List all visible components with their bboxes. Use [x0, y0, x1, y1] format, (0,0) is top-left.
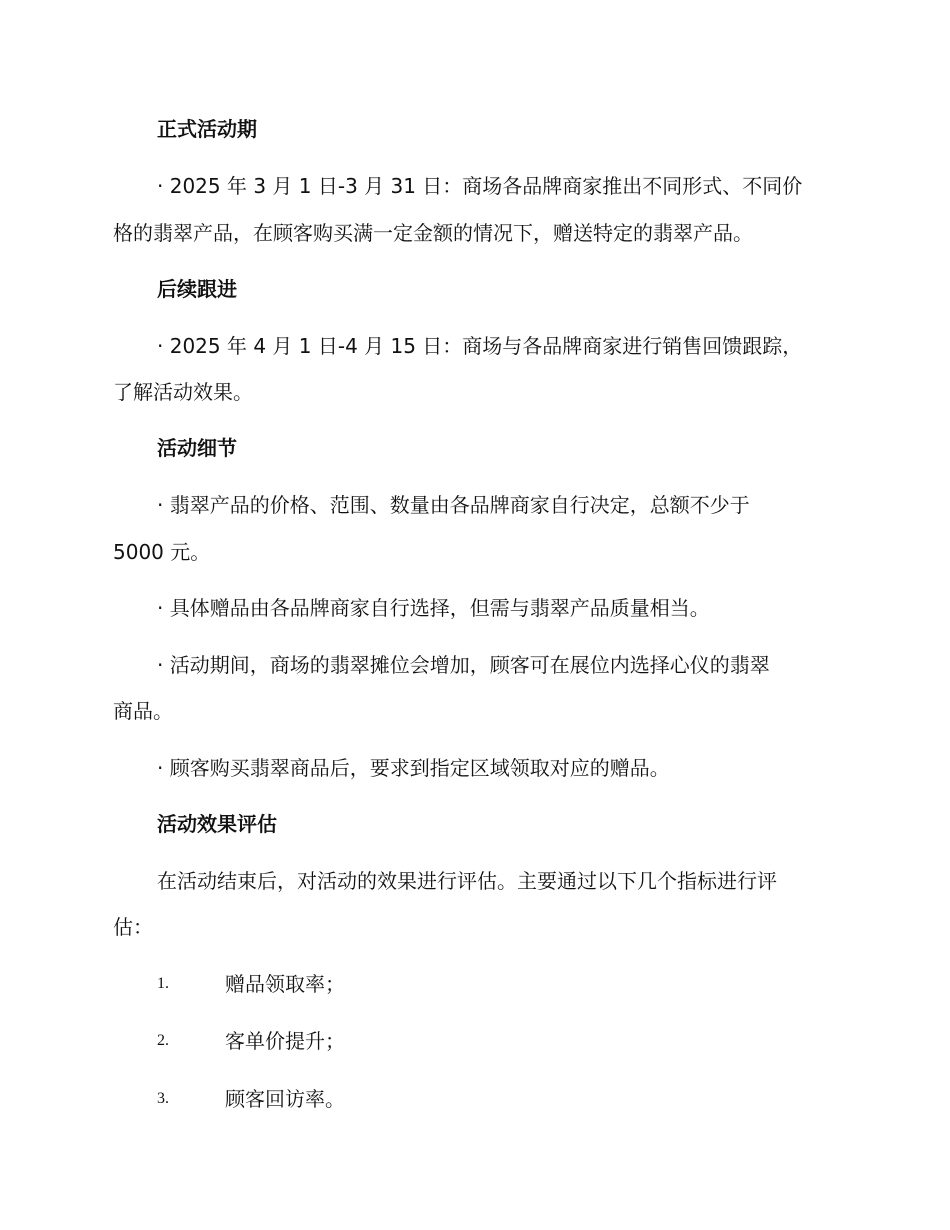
paragraph-line: 格的翡翠产品，在顾客购买满一定金额的情况下，赠送特定的翡翠产品。 [113, 221, 753, 245]
list-item-number: 1. [157, 975, 169, 992]
paragraph-line: 商品。 [113, 699, 173, 723]
list-item: 客单价提升； [225, 1029, 345, 1053]
section-heading-details: 活动细节 [157, 436, 237, 460]
paragraph-line: 在活动结束后，对活动的效果进行评估。主要通过以下几个指标进行评 [157, 869, 777, 893]
paragraph-line: · 2025 年 4 月 1 日-4 月 15 日：商场与各品牌商家进行销售回馈跟踪， [157, 334, 803, 358]
list-item: 赠品领取率； [225, 972, 345, 996]
paragraph-line: 估： [113, 915, 153, 939]
section-heading-follow-up: 后续跟进 [157, 277, 237, 301]
paragraph-line: 5000 元。 [113, 540, 211, 564]
paragraph-line: · 2025 年 3 月 1 日-3 月 31 日：商场各品牌商家推出不同形式、不同价 [157, 174, 803, 198]
list-item-number: 3. [157, 1090, 169, 1107]
list-item: 顾客回访率。 [225, 1087, 345, 1111]
paragraph-line: · 活动期间，商场的翡翠摊位会增加，顾客可在展位内选择心仪的翡翠 [157, 653, 770, 677]
list-item-number: 2. [157, 1032, 169, 1049]
section-heading-formal-period: 正式活动期 [157, 117, 257, 141]
paragraph-line: · 顾客购买翡翠商品后，要求到指定区域领取对应的赠品。 [157, 756, 670, 780]
paragraph-line: 了解活动效果。 [113, 380, 253, 404]
paragraph-line: · 翡翠产品的价格、范围、数量由各品牌商家自行决定，总额不少于 [157, 493, 750, 517]
section-heading-evaluation: 活动效果评估 [157, 812, 277, 836]
paragraph-line: · 具体赠品由各品牌商家自行选择，但需与翡翠产品质量相当。 [157, 596, 710, 620]
